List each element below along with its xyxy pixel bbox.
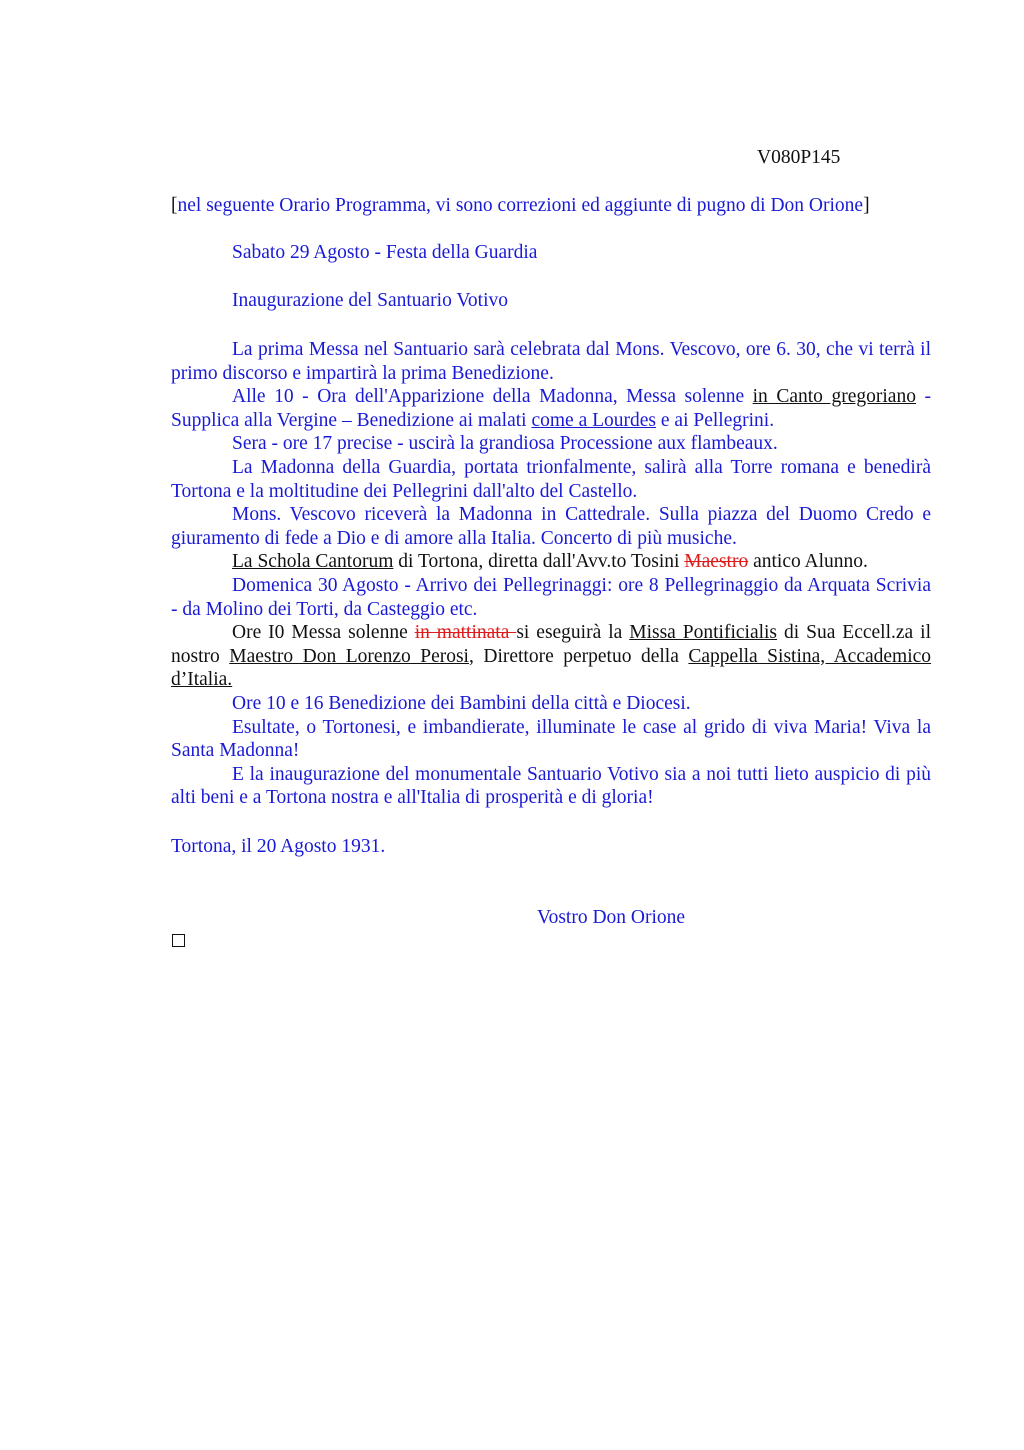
underlined-text: Cappella Sistina, Accademico d’Italia. [171, 645, 932, 691]
program-body [171, 338, 931, 810]
handwritten-addition: La Schola Cantorum [232, 551, 394, 573]
underlined-text: Maestro Don Lorenzo Perosi [229, 645, 469, 667]
handwritten-addition: Ore I0 Messa solenne [232, 622, 415, 644]
date-line: Tortona, il 20 Agosto 1931. [171, 836, 386, 857]
note-close-bracket: ] [863, 195, 870, 216]
paragraph-madonna-tower: La Madonna della Guardia, portata trionfalmente, salirà alla Torre romana e benedirà Tortona e la moltitudine dei Pellegrini dall'alto del Castello. [171, 456, 931, 502]
paragraph-exhortation: Esultate, o Tortonesi, e imbandierate, illuminate le case al grido di viva Maria! Viva la Santa Madonna! [171, 716, 931, 762]
paragraph-schola-cantorum [171, 550, 931, 574]
paragraph-children-blessing: Ore 10 e 16 Benedizione dei Bambini della città e Diocesi. [232, 692, 691, 714]
signature: Vostro Don Orione [537, 907, 686, 928]
struck-text: Maestro [684, 551, 749, 573]
text-segment: - Supplica alla Vergine – Benedizione ai malati [171, 386, 931, 431]
note-open-bracket: [ [171, 195, 178, 216]
paragraph-missa-pontificialis [171, 621, 931, 692]
paragraph-first-mass: La prima Messa nel Santuario sarà celebrata dal Mons. Vescovo, ore 6. 30, che vi terrà il primo discorso e impartirà la prima Benedizione. [171, 339, 931, 384]
struck-text: in mattinata [414, 622, 517, 644]
paragraph-cathedral: Mons. Vescovo riceverà la Madonna in Cattedrale. Sulla piazza del Duomo Credo e giuramento di fede a Dio e di amore alla Italia. Concerto di più musiche. [171, 504, 931, 549]
text-segment: Alle 10 - Ora dell'Apparizione della Madonna, Messa solenne [232, 386, 753, 408]
heading-saturday: Sabato 29 Agosto - Festa della Guardia [232, 242, 538, 263]
handwritten-addition: in Canto gregoriano [752, 386, 916, 408]
handwritten-addition: , Direttore perpetuo della [468, 645, 689, 667]
paragraph-sunday-pilgrimages: Domenica 30 Agosto - Arrivo dei Pellegrinaggi: ore 8 Pellegrinaggio da Arquata Scrivia - da Molino dei Torti, da Casteggio etc. [171, 574, 931, 620]
handwritten-addition: di Sua Eccell.za il nostro [171, 622, 931, 667]
underlined-text: come a Lourdes [531, 409, 657, 431]
handwritten-addition: si eseguirà la [516, 622, 630, 644]
paragraph-closing-wish: E la inaugurazione del monumentale Santuario Votivo sia a noi tutti lieto auspicio di più alti beni e a Tortona nostra e all'Italia di prosperità e di gloria! [171, 763, 931, 809]
note-text: nel seguente Orario Programma, vi sono correzioni ed aggiunte di pugno di Don Orione [177, 195, 864, 216]
handwritten-addition: antico Alunno. [748, 551, 868, 573]
editorial-note [171, 195, 870, 217]
underlined-text: Missa Pontificialis [629, 622, 778, 644]
heading-inauguration: Inaugurazione del Santuario Votivo [232, 290, 509, 311]
checkbox-glyph [172, 934, 185, 947]
document-code: V080P145 [757, 147, 841, 168]
text-segment: e ai Pellegrini. [656, 409, 775, 431]
paragraph-solemn-mass [171, 385, 931, 432]
paragraph-evening-procession: Sera - ore 17 precise - uscirà la grandiosa Processione aux flambeaux. [232, 433, 778, 455]
handwritten-addition: di Tortona, diretta dall'Avv.to Tosini [393, 551, 685, 573]
